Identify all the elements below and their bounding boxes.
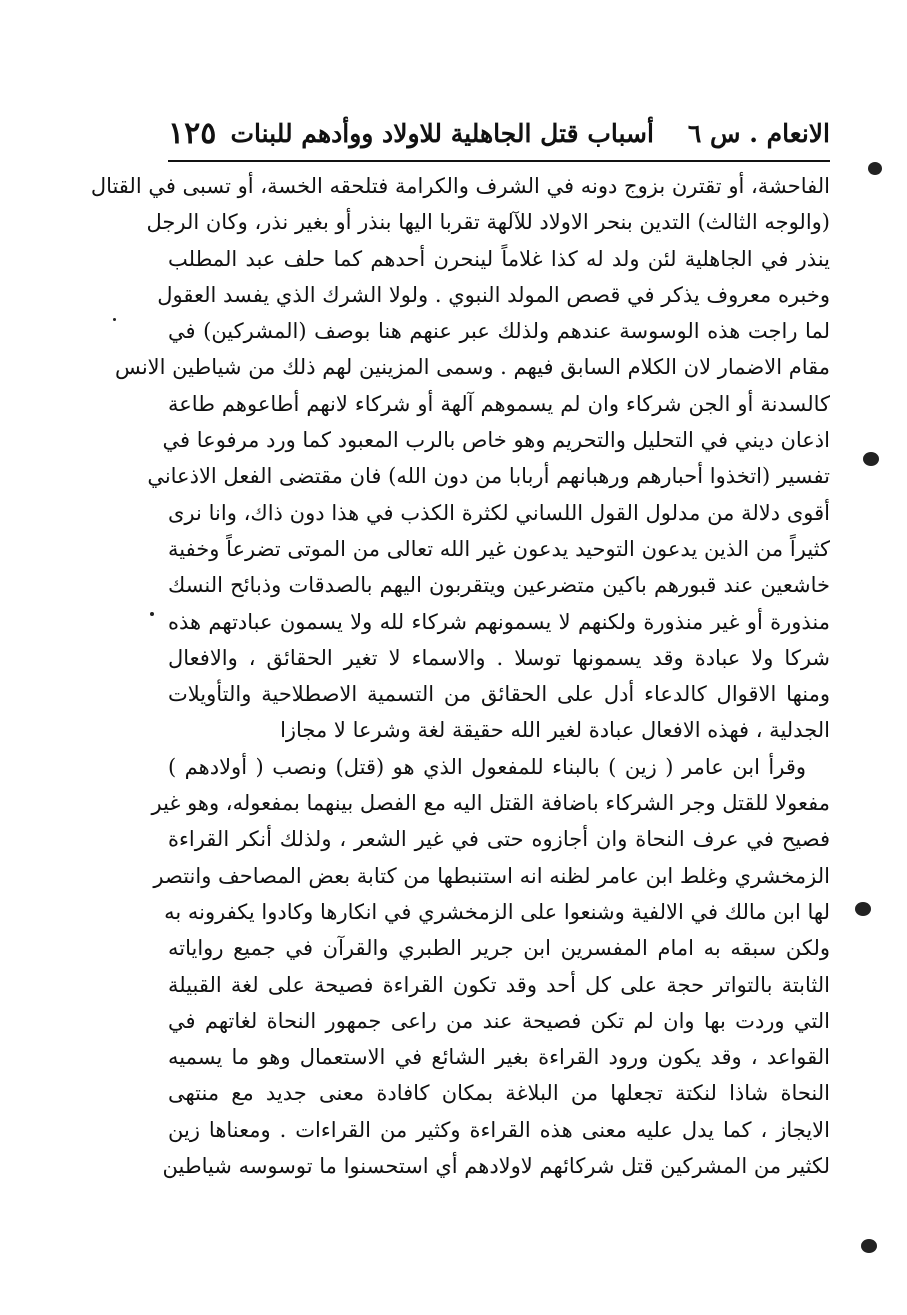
text-line: لها ابن مالك في الالفية وشنعوا على الزمخشري في انكارها وكادوا يكفرونه به	[164, 899, 830, 924]
text-line: (والوجه الثالث) التدين بنحر الاولاد للآلهة تقربا اليها بنذر أو بغير نذر، وكان الرجل	[146, 210, 830, 235]
header-rule	[168, 160, 830, 162]
text-line: النحاة شاذا لنكتة تجعلها من البلاغة بمكان كافادة معنى جديد مع منتهى	[168, 1081, 830, 1106]
scan-speck	[863, 452, 879, 466]
text-line: الثابتة بالتواتر حجة على كل أحد وقد تكون القراءة فصيحة على لغة القبيلة	[168, 972, 830, 997]
text-line: لكثير من المشركين قتل شركائهم لاولادهم أي استحسنوا ما توسوسه شياطين	[162, 1154, 830, 1179]
text-line: ومنها الاقوال كالدعاء أدل على الحقائق من التسمية الاصطلاحية والتأويلات	[168, 682, 830, 707]
text-line: شركا ولا عبادة وقد يسمونها توسلا . والاسماء لا تغير الحقائق ، والافعال	[168, 645, 830, 670]
text-line: ولكن سبقه به امام المفسرين ابن جرير الطبري والقرآن في جميع رواياته	[168, 936, 830, 961]
text-line: الفاحشة، أو تقترن بزوج دونه في الشرف والكرامة فتلحقه الخسة، أو تسبى في القتال	[90, 174, 830, 198]
page-number: ١٢٥	[168, 115, 217, 151]
chapter-reference: الانعام . س ٦	[687, 118, 830, 148]
text-line: القواعد ، وقد يكون ورود القراءة بغير الشائع في الاستعمال وهو ما يسميه	[168, 1045, 830, 1070]
text-line: الايجاز ، كما يدل عليه معنى هذه القراءة وكثير من القراءات . ومعناها زين	[168, 1117, 830, 1142]
body-text	[90, 168, 830, 1184]
text-line: مفعولا للقتل وجر الشركاء باضافة القتل اليه مع الفصل بينهما بمفعوله، وهو غير	[151, 791, 830, 816]
text-line: كالسدنة أو الجن شركاء وان لم يسموهم آلهة أو شركاء لانهم أطاعوهم طاعة	[168, 391, 830, 416]
scan-speck	[855, 902, 871, 916]
text-line: أقوى دلالة من مدلول القول اللساني لكثرة الكذب في هذا دون ذاك، وانا نرى	[168, 500, 830, 525]
text-line: وقرأ ابن عامر ( زين ) بالبناء للمفعول الذي هو (قتل) ونصب ( أولادهم )	[168, 754, 806, 779]
text-line: منذورة أو غير منذورة ولكنهم لا يسمونهم شركاء لله ولا يسمون عبادتهم هذه	[168, 609, 830, 634]
scan-speck	[861, 1239, 877, 1253]
text-line: ينذر في الجاهلية لئن ولد له كذا غلاماً لينحرن أحدهم كما حلف عبد المطلب	[168, 246, 830, 271]
text-line: مقام الاضمار لان الكلام السابق فيهم . وسمى المزينين لهم ذلك من شياطين الانس	[115, 355, 830, 380]
scan-speck	[868, 162, 882, 175]
text-line: الجدلية ، فهذه الافعال عبادة لغير الله حقيقة لغة وشرعا لا مجازا	[280, 718, 830, 743]
text-line: التي وردت بها وان لم تكن فصيحة عند من راعى جمهور النحاة لغاتهم في	[168, 1008, 830, 1033]
text-line: اذعان ديني في التحليل والتحريم وهو خاص بالرب المعبود كما ورد مرفوعا في	[162, 428, 830, 453]
section-topic: أسباب قتل الجاهلية للاولاد ووأدهم للبنات	[230, 118, 654, 148]
scan-speck	[150, 612, 154, 616]
text-line: تفسير (اتخذوا أحبارهم ورهبانهم أربابا من دون الله) فان مقتضى الفعل الاذعاني	[147, 464, 830, 489]
text-line: الزمخشري وغلط ابن عامر لظنه انه استنبطها من كتابة بعض المصاحف وانتصر	[153, 863, 830, 888]
running-header	[168, 112, 830, 154]
text-line: خاشعين عند قبورهم باكين متضرعين ويتقربون اليهم بالصدقات وذبائح النسك	[168, 573, 830, 598]
scan-speck	[113, 318, 116, 321]
text-line: وخبره معروف يذكر في قصص المولد النبوي . ولولا الشرك الذي يفسد العقول	[157, 282, 830, 307]
text-line: كثيراً من الذين يدعون التوحيد يدعون غير الله تعالى من الموتى تضرعاً وخفية	[168, 536, 830, 561]
text-line: لما راجت هذه الوسوسة عندهم ولذلك عبر عنهم هنا بوصف (المشركين) في	[168, 319, 830, 344]
text-line: فصيح في عرف النحاة وان أجازوه حتى في غير الشعر ، ولذلك أنكر القراءة	[168, 827, 830, 852]
